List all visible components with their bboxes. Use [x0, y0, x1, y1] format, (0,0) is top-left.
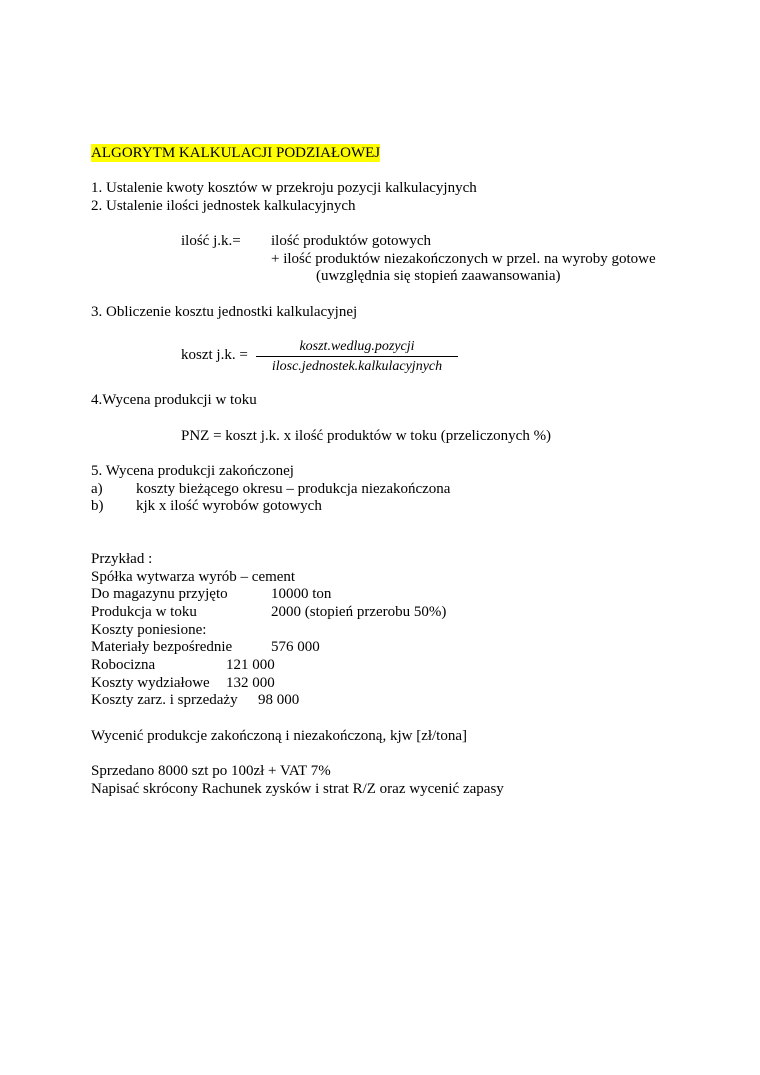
step-1: 1. Ustalenie kwoty kosztów w przekroju pozycji kalkulacyjnych	[91, 180, 477, 196]
ilosc-label: ilość j.k.=	[181, 233, 241, 249]
example-row-value: 121 000	[226, 657, 275, 673]
example-row-label: Koszty zarz. i sprzedaży	[91, 692, 238, 708]
example-row-label: Koszty poniesione:	[91, 622, 207, 638]
example-row-value: 10000 ton	[271, 586, 332, 602]
example-row-value: 576 000	[271, 639, 320, 655]
document-title: ALGORYTM KALKULACJI PODZIAŁOWEJ	[91, 145, 381, 161]
koszt-fraction	[256, 338, 458, 375]
step-5b-text: kjk x ilość wyrobów gotowych	[136, 498, 322, 514]
example-row-value: 2000 (stopień przerobu 50%)	[271, 604, 447, 620]
task-2: Sprzedano 8000 szt po 100zł + VAT 7%	[91, 763, 331, 779]
example-row-value: 98 000	[258, 692, 300, 708]
step-5a-marker: a)	[91, 481, 103, 497]
ilosc-line-2: + ilość produktów niezakończonych w przel. na wyroby gotowe	[271, 251, 656, 267]
step-2: 2. Ustalenie ilości jednostek kalkulacyjnych	[91, 198, 356, 214]
example-row-label: Koszty wydziałowe	[91, 675, 210, 691]
example-row-label: Do magazynu przyjęto	[91, 586, 228, 602]
example-heading: Przykład :	[91, 551, 153, 567]
fraction-numerator: koszt.wedlug.pozycji	[299, 339, 415, 354]
fraction-denominator: ilosc.jednostek.kalkulacyjnych	[271, 359, 443, 374]
pnz-formula: PNZ = koszt j.k. x ilość produktów w toku (przeliczonych %)	[181, 428, 552, 444]
step-5a-text: koszty bieżącego okresu – produkcja niezakończona	[136, 481, 451, 497]
step-3: 3. Obliczenie kosztu jednostki kalkulacyjnej	[91, 304, 358, 320]
example-intro: Spółka wytwarza wyrób – cement	[91, 569, 296, 585]
example-row-label: Materiały bezpośrednie	[91, 639, 233, 655]
koszt-label: koszt j.k. =	[181, 347, 248, 363]
task-1: Wycenić produkcje zakończoną i niezakończoną, kjw [zł/tona]	[91, 728, 468, 744]
step-4: 4.Wycena produkcji w toku	[91, 392, 257, 408]
step-5: 5. Wycena produkcji zakończonej	[91, 463, 294, 479]
task-3: Napisać skrócony Rachunek zysków i strat R/Z oraz wycenić zapasy	[91, 781, 504, 797]
ilosc-line-3: (uwzględnia się stopień zaawansowania)	[316, 268, 561, 284]
ilosc-line-1: ilość produktów gotowych	[271, 233, 431, 249]
example-row-label: Produkcja w toku	[91, 604, 197, 620]
step-5b-marker: b)	[91, 498, 104, 514]
example-row-label: Robocizna	[91, 657, 156, 673]
example-row-value: 132 000	[226, 675, 275, 691]
